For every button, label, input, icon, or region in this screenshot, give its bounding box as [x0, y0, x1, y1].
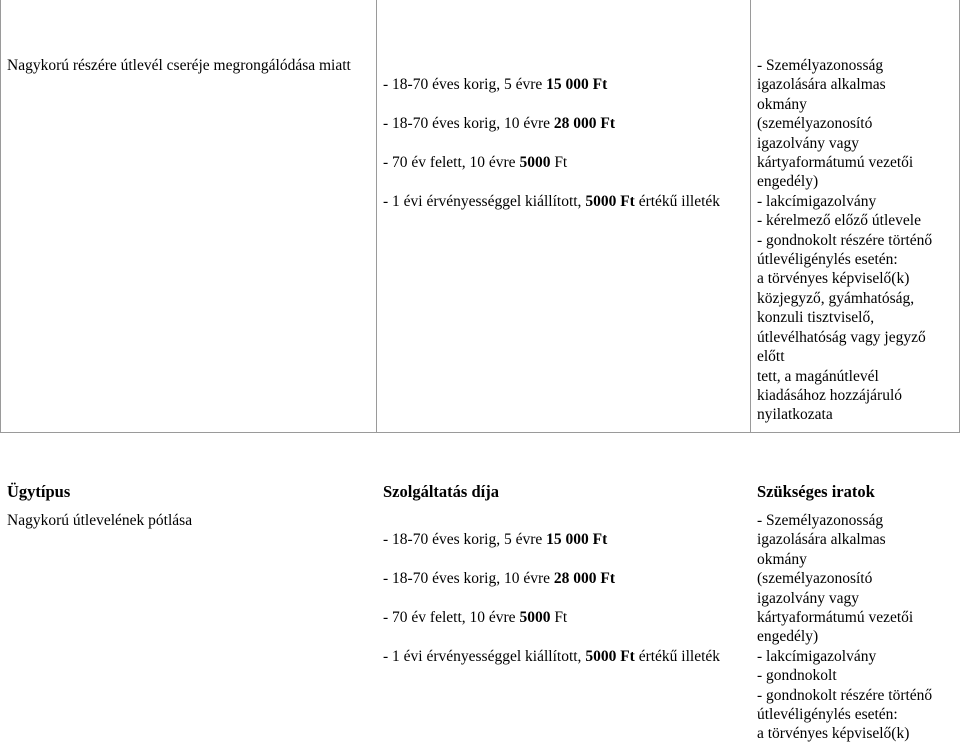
- fee-cell: [383, 56, 743, 231]
- case-type-cell: Nagykorú útlevelének pótlása: [7, 512, 193, 529]
- required-documents-cell: - Személyazonosság igazolására alkalmas okmány (személyazonosító igazolvány vagy kártyaformátumú vezetői engedély) - lakcímigazolvány - gondnokolt - gondnokolt részére történő útlevéligénylés esetén: a törvényes képviselő(k): [757, 512, 933, 743]
- column-divider-1: [376, 0, 377, 432]
- column-divider-2: [750, 0, 751, 432]
- header-fee: Szolgáltatás díja: [383, 482, 499, 501]
- header-documents: Szükséges iratok: [757, 482, 875, 501]
- case-type-cell: Nagykorú részére útlevél cseréje megrongálódása miatt: [7, 57, 351, 74]
- required-documents-cell: - Személyazonosság igazolására alkalmas okmány (személyazonosító igazolvány vagy kártyaformátumú vezetői engedély) - lakcímigazolvány - kérelmező előző útlevele - gondnokolt részére történő útlevéligénylés esetén: a törvényes képviselő(k) közjegyző, gyámhatóság, konzuli tisztviselő, útlevélhatóság vagy jegyző előtt tett, a magánútlevél kiadásához hozzájáruló nyilatkozata: [757, 57, 933, 424]
- fee-cell: [383, 511, 743, 686]
- fee-line: - 70 év felett, 10 évre 5000 Ft: [383, 154, 568, 172]
- fee-line: - 1 évi érvényességgel kiállított, 5000 Ft értékű illeték: [383, 192, 721, 210]
- header-case-type: Ügytípus: [7, 482, 71, 501]
- fee-line: - 18-70 éves korig, 10 évre 28 000 Ft: [383, 115, 616, 133]
- table-border-bottom: [0, 432, 960, 433]
- table-border-left: [0, 0, 1, 432]
- fee-line: - 18-70 éves korig, 10 évre 28 000 Ft: [383, 570, 616, 588]
- fee-line: - 1 évi érvényességgel kiállított, 5000 Ft értékű illeték: [383, 647, 721, 665]
- fee-line: - 18-70 éves korig, 5 évre 15 000 Ft: [383, 531, 608, 549]
- fee-line: - 70 év felett, 10 évre 5000 Ft: [383, 609, 568, 627]
- fee-line: - 18-70 éves korig, 5 évre 15 000 Ft: [383, 76, 608, 94]
